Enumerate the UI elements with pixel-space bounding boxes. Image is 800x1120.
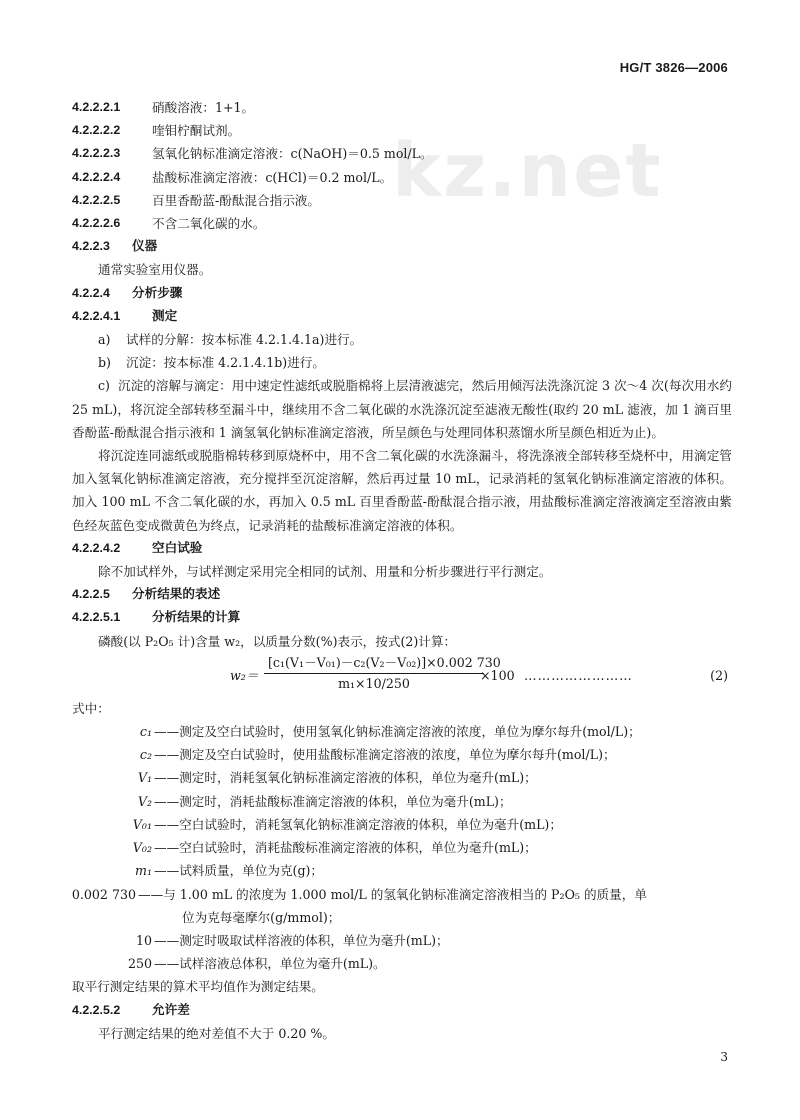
section-heading — [72, 583, 732, 606]
symbol-definition — [72, 813, 732, 836]
formula-number: (2) — [710, 667, 728, 683]
symbol-description: ——试样溶液总体积，单位为毫升(mL)。 — [154, 956, 386, 972]
clause-text: 百里香酚蓝-酚酞混合指示液。 — [152, 192, 320, 208]
subsection-title: 测定 — [152, 308, 178, 323]
symbol-description-continued: 位为克每毫摩尔(g/mmol)； — [182, 909, 341, 925]
symbol-description: ——与 1.00 mL 的浓度为 1.000 mol/L 的氢氧化钠标准滴定溶液相当的 P₂O₅ 的质量，单 — [138, 886, 647, 902]
subsection-heading — [72, 606, 732, 629]
symbol-description: ——测定时，消耗盐酸标准滴定溶液的体积，单位为毫升(mL)； — [154, 793, 512, 809]
clause-number: 4.2.2.3 — [72, 239, 110, 254]
clause-text: 喹钼柠酮试剂。 — [152, 123, 241, 139]
symbol-definition — [72, 883, 732, 906]
list-item — [72, 351, 732, 374]
symbol-description: ——空白试验时，消耗盐酸标准滴定溶液的体积，单位为毫升(mL)； — [154, 840, 537, 856]
subsection-title: 允许差 — [152, 1002, 190, 1017]
clause-text: 不含二氧化碳的水。 — [152, 216, 266, 232]
symbol: m₁ — [135, 863, 152, 879]
subsection-title: 空白试验 — [152, 540, 203, 555]
document-body — [72, 96, 732, 1045]
symbol-description: ——测定时，消耗氢氧化钠标准滴定溶液的体积，单位为毫升(mL)； — [154, 770, 537, 786]
section-title: 仪器 — [132, 239, 158, 254]
clause-number: 4.2.2.2.1 — [72, 100, 121, 114]
formula-lhs: w₂＝ — [230, 667, 259, 683]
where-label: 式中： — [72, 700, 110, 716]
clause-number: 4.2.2.4 — [72, 285, 110, 300]
subsection-heading — [72, 999, 732, 1022]
section-heading — [72, 235, 732, 258]
symbol: 10 — [135, 932, 152, 948]
symbol: V₀₂ — [132, 840, 152, 856]
list-item — [72, 328, 732, 351]
list-label: c) — [98, 378, 110, 394]
symbol-description: ——测定及空白试验时，使用盐酸标准滴定溶液的浓度，单位为摩尔每升(mol/L)； — [154, 747, 616, 763]
list-text: 沉淀：按本标准 4.2.1.4.1b)进行。 — [126, 355, 325, 371]
section-title: 分析步骤 — [132, 285, 183, 300]
symbol-description: ——测定时吸取试样溶液的体积，单位为毫升(mL)； — [154, 932, 449, 948]
reagent-item — [72, 166, 732, 189]
paragraph: 平行测定结果的绝对差值不大于 0.20 %。 — [98, 1025, 335, 1041]
formula-rhs: ×100 — [480, 667, 515, 683]
paragraph: 通常实验室用仪器。 — [98, 262, 212, 278]
list-text: 试样的分解：按本标准 4.2.1.4.1a)进行。 — [126, 332, 363, 348]
paragraph-item-c — [72, 374, 732, 444]
symbol-description: ——试料质量，单位为克(g)； — [154, 863, 324, 879]
symbol: 250 — [127, 956, 152, 972]
subsection-heading — [72, 537, 732, 560]
symbol: V₂ — [137, 793, 152, 809]
symbol-definition — [72, 952, 732, 975]
page-number: 3 — [720, 1050, 728, 1064]
symbol-description: ——测定及空白试验时，使用氢氧化钠标准滴定溶液的浓度，单位为摩尔每升(mol/L)； — [154, 724, 641, 740]
reagent-item — [72, 96, 732, 119]
section-heading — [72, 282, 732, 305]
reagent-item — [72, 142, 732, 165]
symbol-definition — [72, 859, 732, 882]
clause-number: 4.2.2.4.1 — [72, 308, 121, 323]
clause-number: 4.2.2.4.2 — [72, 540, 121, 555]
formula-numerator: [c₁(V₁－V₀₁)－c₂(V₂－V₀₂)]×0.002 730 — [264, 653, 484, 674]
symbol: V₁ — [137, 770, 152, 786]
watermark: kz.net — [392, 128, 663, 214]
formula-2 — [72, 653, 732, 697]
symbol-definition — [72, 929, 732, 952]
paragraph: 将沉淀连同滤纸或脱脂棉转移到原烧杯中，用不含二氧化碳的水洗涤漏斗，将洗涤液全部转移至烧杯中，用滴定管加入氢氧化钠标准滴定溶液，充分搅拌至沉淀溶解，然后再过量 10 mL，记录消耗的氢氧化钠标准滴定溶液的体积。加入 100 mL 不含二氧化碳的水，再加入 0.5 mL 百里香酚蓝-酚酞混合指示液，用盐酸标准滴定溶液滴定至溶液由紫色经灰蓝色变成微黄色为终点，记录消耗的盐酸标准滴定溶液的体积。 — [72, 448, 732, 533]
paragraph: 除不加试样外，与试样测定采用完全相同的试剂、用量和分析步骤进行平行测定。 — [98, 564, 552, 580]
subsection-title: 分析结果的计算 — [152, 610, 241, 625]
clause-number: 4.2.2.5.1 — [72, 610, 121, 625]
symbol-definition — [72, 766, 732, 789]
symbol: 0.002 730 — [71, 886, 136, 902]
symbol: V₀₁ — [132, 816, 152, 832]
section-title: 分析结果的表述 — [132, 587, 221, 602]
symbol-definitions — [72, 720, 732, 975]
reagent-item — [72, 119, 732, 142]
symbol-definition — [72, 720, 732, 743]
clause-number: 4.2.2.2.4 — [72, 169, 121, 184]
clause-text: 氢氧化钠标准滴定溶液：c(NaOH)＝0.5 mol/L。 — [152, 146, 433, 162]
standard-code: HG/T 3826—2006 — [619, 60, 728, 75]
reagent-item — [72, 212, 732, 235]
list-text: 沉淀的溶解与滴定：用中速定性滤纸或脱脂棉将上层清液滤完，然后用倾泻法洗涤沉淀 3 次～4 次(每次用水约 25 mL)，将沉淀全部转移至漏斗中，继续用不含二氧化碳的水洗涤沉淀至滤液无酸性(取约 20 mL 滤液，加 1 滴百里香酚蓝-酚酞混合指示液和 1 滴氢氧化钠标准滴定溶液，所呈颜色与处理同体积蒸馏水所呈颜色相近为止)。 — [72, 378, 732, 440]
symbol-definition — [72, 836, 732, 859]
paragraph: 磷酸(以 P₂O₅ 计)含量 w₂，以质量分数(%)表示，按式(2)计算： — [98, 633, 457, 649]
list-label: a) — [98, 332, 111, 348]
clause-number: 4.2.2.5 — [72, 587, 110, 602]
clause-number: 4.2.2.2.5 — [72, 192, 121, 207]
subsection-heading — [72, 305, 732, 328]
clause-number: 4.2.2.2.3 — [72, 146, 121, 161]
symbol-definition — [72, 790, 732, 813]
reagent-item — [72, 189, 732, 212]
symbol: c₁ — [139, 724, 152, 740]
formula-leader-dots: …………………… — [524, 667, 633, 683]
clause-number: 4.2.2.5.2 — [72, 1002, 121, 1017]
formula-denominator: m₁×10/250 — [338, 675, 410, 691]
clause-text: 硝酸溶液：1+1。 — [152, 100, 255, 115]
symbol-description: ——空白试验时，消耗氢氧化钠标准滴定溶液的体积，单位为毫升(mL)； — [154, 816, 562, 832]
list-label: b) — [98, 355, 111, 371]
clause-text: 盐酸标准滴定溶液：c(HCl)＝0.2 mol/L。 — [152, 169, 393, 185]
clause-number: 4.2.2.2.2 — [72, 123, 121, 138]
clause-number: 4.2.2.2.6 — [72, 216, 121, 231]
symbol-definition — [72, 743, 732, 766]
symbol: c₂ — [139, 747, 152, 763]
paragraph: 取平行测定结果的算术平均值作为测定结果。 — [72, 979, 324, 995]
